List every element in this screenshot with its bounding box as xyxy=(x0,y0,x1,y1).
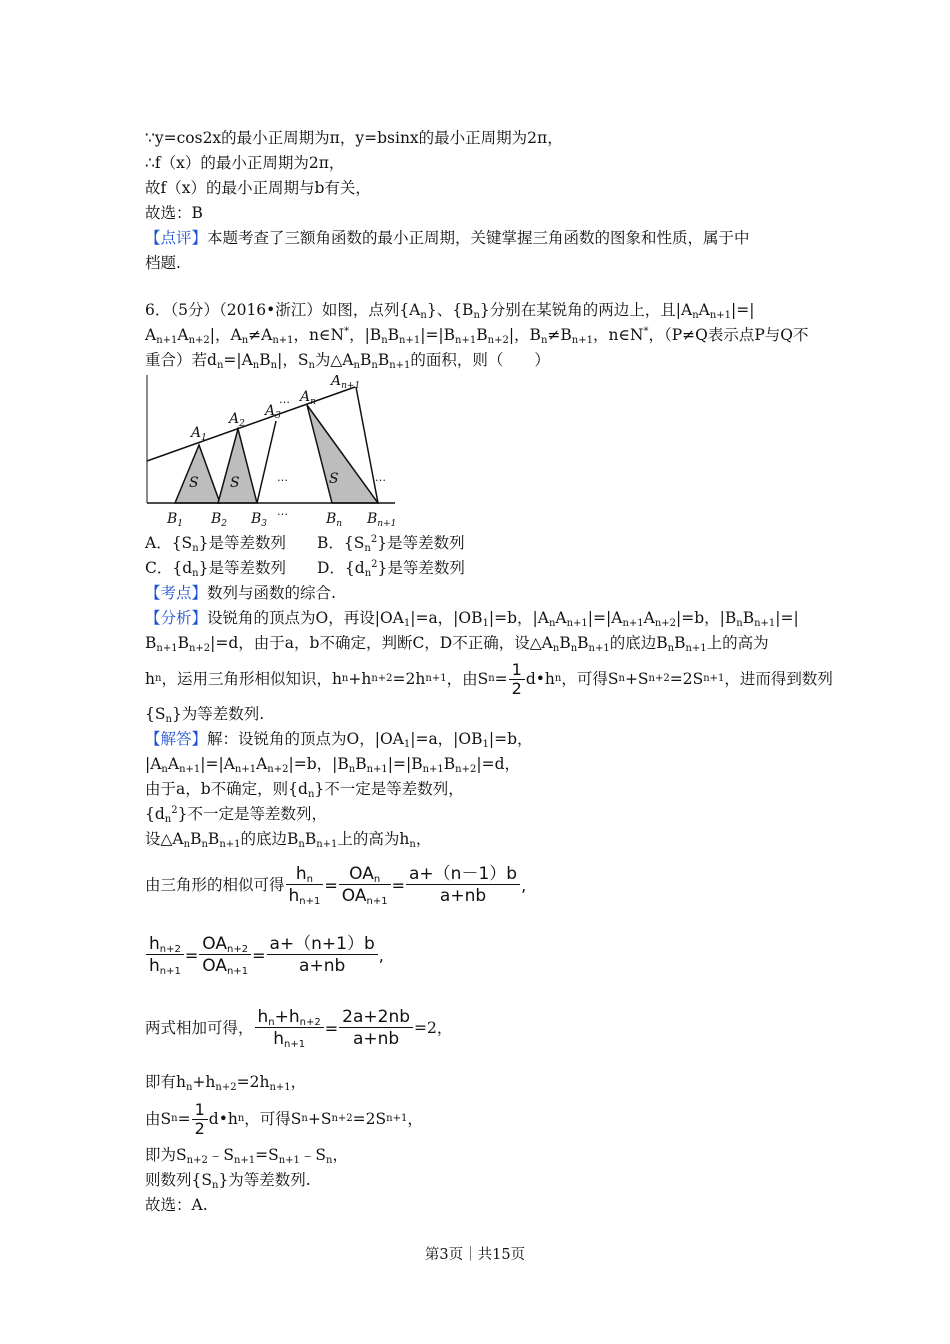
svg-text:…: … xyxy=(277,471,288,484)
kaodian-line: 【考点】数列与函数的综合. xyxy=(145,584,336,602)
jieda-line-9: 则数列$\{S_n\}$为等差数列. xyxy=(145,1171,311,1191)
jieda-line-2: $|A_nA_{n+1}|=|A_{n+1}A_{n+2}|=b$，$|B_nB_{n+1}|=|B_{n+1}B_{n+2}|=d$， xyxy=(145,755,520,775)
comment-line-2: 档题. xyxy=(145,254,181,272)
comment-tag: 【点评】 xyxy=(145,229,208,247)
triangle-s2 xyxy=(218,429,257,503)
options-line-2: C．$\{d_n\}$是等差数列 D．$\{d_n^2\}$是等差数列 xyxy=(145,559,465,579)
label-s2: S xyxy=(230,475,240,491)
label-b2: $B_2$ xyxy=(211,511,228,527)
formula-2: $\frac{h_{n+2}}{h_{n+1}}$ = $\frac{OA_{n+2}}{OA_{n+1}}$ = $\frac{a+(n+1)b}{a+nb}$ , xyxy=(145,918,810,992)
label-a1: $A_1$ xyxy=(191,425,207,443)
jieda-line-4: $\{d_n^2\}$不一定是等差数列， xyxy=(145,805,327,825)
fenxi-line-1: 【分析】设锐角的顶点为O，再设$|OA_1|=a$，$|OB_1|=b$，$|A_nA_{n+1}|=|A_{n+1}A_{n+2}|=b$，$|B_nB_{n+1}|=|$ xyxy=(145,609,799,629)
page-footer: 第3页｜共15页 xyxy=(424,1247,526,1263)
question-line-2: $A_{n+1}A_{n+2}|$，$A_n\ne A_{n+1}$，n∈N*，$|B_nB_{n+1}|=|B_{n+1}B_{n+2}|$，$B_n\ne B_{n+1}$，n∈N*，（P≠Q表示点P与Q不 xyxy=(145,326,809,346)
label-b1: $B_1$ xyxy=(167,511,184,527)
solution-line-1: ∵y=cos2x的最小正周期为π，y=bsinx的最小正周期为2π， xyxy=(145,129,563,147)
formula-3: 两式相加可得， $\frac{h_n+h_{n+2}}{h_{n+1}}$ = $\frac{2a+2nb}{a+nb}$ =2， xyxy=(145,1006,453,1050)
jieda-line-3: 由于a，b不确定，则$\{d_n\}$不一定是等差数列， xyxy=(145,780,464,800)
figure-svg xyxy=(145,375,395,527)
comment-line-1 xyxy=(145,226,810,251)
fenxi-line-3: h n ，运用三角形相似知识，h n +h n+2 =2h n+1 ，由S n = $\frac{1}{2}$ d•h n ，可得S n +S n+2 =2S n+1 ，进而得到数列 xyxy=(145,659,833,698)
svg-text:…: … xyxy=(279,393,290,406)
svg-text:…: … xyxy=(277,505,288,518)
geometry-figure xyxy=(145,375,810,527)
question-line-3: 重合）若$d_n=|A_nB_n|$，$S_n$为$\triangle A_nB_nB_{n+1}$的面积，则（ ） xyxy=(145,351,550,371)
jieda-line-1: 【解答】解：设锐角的顶点为O，$|OA_1|=a$，$|OB_1|=b$， xyxy=(145,730,533,750)
svg-text:…: … xyxy=(375,471,386,484)
options-line-1: A．$\{S_n\}$是等差数列 B．$\{S_n^2\}$是等差数列 xyxy=(145,534,465,554)
jieda-line-6: 即有$h_n+h_{n+2}=2h_{n+1}$， xyxy=(145,1073,307,1093)
formula-1: 由三角形的相似可得 $\frac{h_n}{h_{n+1}}$ = $\frac{OA_n}{OA_{n+1}}$ = $\frac{a+(n-1)b}{a+nb}$ , xyxy=(145,863,527,907)
label-b3: $B_3$ xyxy=(251,511,268,527)
fenxi-line-4: $\{S_n\}$为等差数列. xyxy=(145,705,265,725)
triangle-sn xyxy=(307,405,378,503)
label-a3: $A_3$ xyxy=(265,403,281,421)
jieda-line-5: 设$\triangle A_nB_nB_{n+1}$的底边$B_nB_{n+1}$上的高为$h_n$， xyxy=(145,830,432,850)
question-line-1: 6．（5分）（2016•浙江）如图，点列$\{A_n\}$、$\{B_n\}$分别在某锐角的两边上，且$|A_nA_{n+1}|=|$ xyxy=(145,301,755,321)
solution-line-3: 故f（x）的最小正周期与b有关， xyxy=(145,179,371,197)
jieda-line-10: 故选：A. xyxy=(145,1196,208,1214)
solution-line-4: 故选：B xyxy=(145,204,203,222)
label-s1: S xyxy=(189,475,199,491)
fenxi-line-2: $B_{n+1}B_{n+2}|=d$，由于a，b不确定，判断C，D不正确，设$\triangle A_nB_nB_{n+1}$的底边$B_nB_{n+1}$上的高为 xyxy=(145,634,769,654)
solution-line-2: ∴f（x）的最小正周期为2π， xyxy=(145,154,345,172)
label-an: $A_n$ xyxy=(300,389,316,407)
label-a2: $A_2$ xyxy=(229,411,245,429)
comment-text-1: 本题考查了三额角函数的最小正周期，关键掌握三角函数的图象和性质，属于中 xyxy=(207,229,750,247)
triangle-s1 xyxy=(175,445,220,503)
label-an1: $A_{n+1}$ xyxy=(331,375,361,391)
jieda-line-7: 由S n = $\frac{1}{2}$ d•h n ，可得S n +S n+2 =2S n+1 ， xyxy=(145,1099,423,1138)
jieda-line-8: 即为$S_{n+2}﹣S_{n+1}=S_{n+1}﹣S_n$， xyxy=(145,1146,349,1166)
label-bn: $B_n$ xyxy=(326,511,343,527)
content-area xyxy=(145,126,833,1218)
label-sn: S xyxy=(329,471,339,487)
label-bn1: $B_{n+1}$ xyxy=(367,511,395,527)
question-number: 6．（5分）（2016•浙江）如图，点列{A xyxy=(145,301,421,319)
